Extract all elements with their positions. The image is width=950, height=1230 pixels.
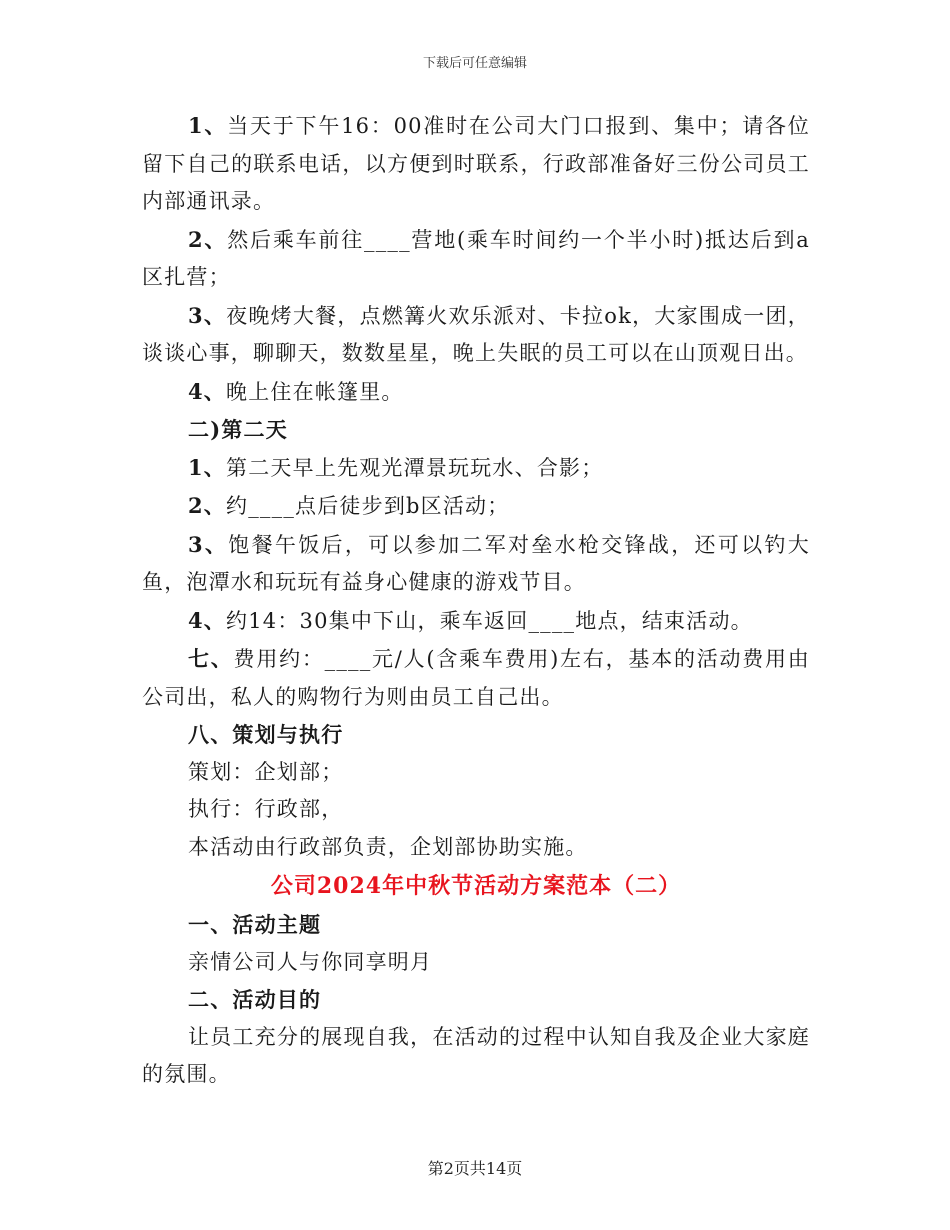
item-text: 晚上住在帐篷里。 — [226, 379, 404, 404]
item-number: 4、 — [188, 607, 227, 633]
item-text: 约____点后徒步到b区活动； — [226, 494, 510, 518]
page-footer: 第2页共14页 — [427, 1159, 523, 1178]
item-text: 当天于下午16：00准时在公司大门口报到、集中；请各位留下自己的联系电话，以方便到时联系，行政部准备好三份公司员工内部通讯录。 — [142, 114, 811, 213]
item-text: 第二天早上先观光潭景玩玩水、合影； — [226, 455, 604, 480]
document-title-part2: 公司2024年中秋节活动方案范本（二） — [270, 873, 682, 899]
section-text: 费用约：____元/人(含乘车费用)左右，基本的活动费用由公司出，私人的购物行为则由员工自己出。 — [142, 647, 810, 709]
section-heading-theme: 一、活动主题 — [188, 912, 322, 937]
paragraph-goal: 让员工充分的展现自我，在活动的过程中认知自我及企业大家庭的氛围。 — [142, 1024, 810, 1086]
paragraph-day2-item2 — [142, 487, 810, 526]
paragraph-day2-item1 — [142, 449, 810, 488]
paragraph-responsibility: 本活动由行政部负责，企划部协助实施。 — [188, 834, 588, 859]
section-number: 七、 — [188, 646, 234, 671]
item-text: 夜晚烤大餐，点燃篝火欢乐派对、卡拉ok，大家围成一团，谈谈心事，聊聊天，数数星星，晚上失眠的员工可以在山顶观日出。 — [142, 303, 810, 365]
document-body — [142, 107, 810, 1094]
item-number: 2、 — [188, 226, 228, 252]
section-heading-day2: 二)第二天 — [188, 417, 288, 442]
paragraph-day1-item4 — [142, 373, 810, 412]
item-number: 3、 — [188, 531, 229, 557]
item-number: 3、 — [188, 302, 227, 328]
section-heading-plan: 八、策划与执行 — [188, 722, 344, 747]
page-header: 下载后可任意编辑 — [422, 56, 527, 71]
paragraph-planner: 策划：企划部； — [188, 759, 344, 784]
item-text: 然后乘车前往____营地(乘车时间约一个半小时)抵达后到a区扎营； — [142, 227, 810, 289]
item-number: 2、 — [188, 493, 227, 518]
item-text: 约14：30集中下山，乘车返回____地点，结束活动。 — [226, 608, 753, 633]
paragraph-executor: 执行：行政部， — [188, 797, 344, 821]
paragraph-theme: 亲情公司人与你同享明月 — [188, 949, 433, 974]
paragraph-cost — [142, 640, 810, 716]
item-text: 饱餐午饭后，可以参加二军对垒水枪交锋战，还可以钓大鱼，泡潭水和玩玩有益身心健康的游戏节目。 — [142, 532, 811, 594]
section-heading-goal: 二、活动目的 — [188, 987, 322, 1012]
item-number: 4、 — [188, 378, 227, 404]
item-number: 1、 — [188, 113, 228, 138]
paragraph-day1-item1 — [142, 107, 810, 221]
item-number: 1、 — [188, 454, 227, 480]
paragraph-day1-item2 — [142, 221, 810, 297]
paragraph-day2-item4 — [142, 602, 810, 641]
paragraph-day1-item3 — [142, 297, 810, 373]
paragraph-day2-item3 — [142, 526, 810, 602]
